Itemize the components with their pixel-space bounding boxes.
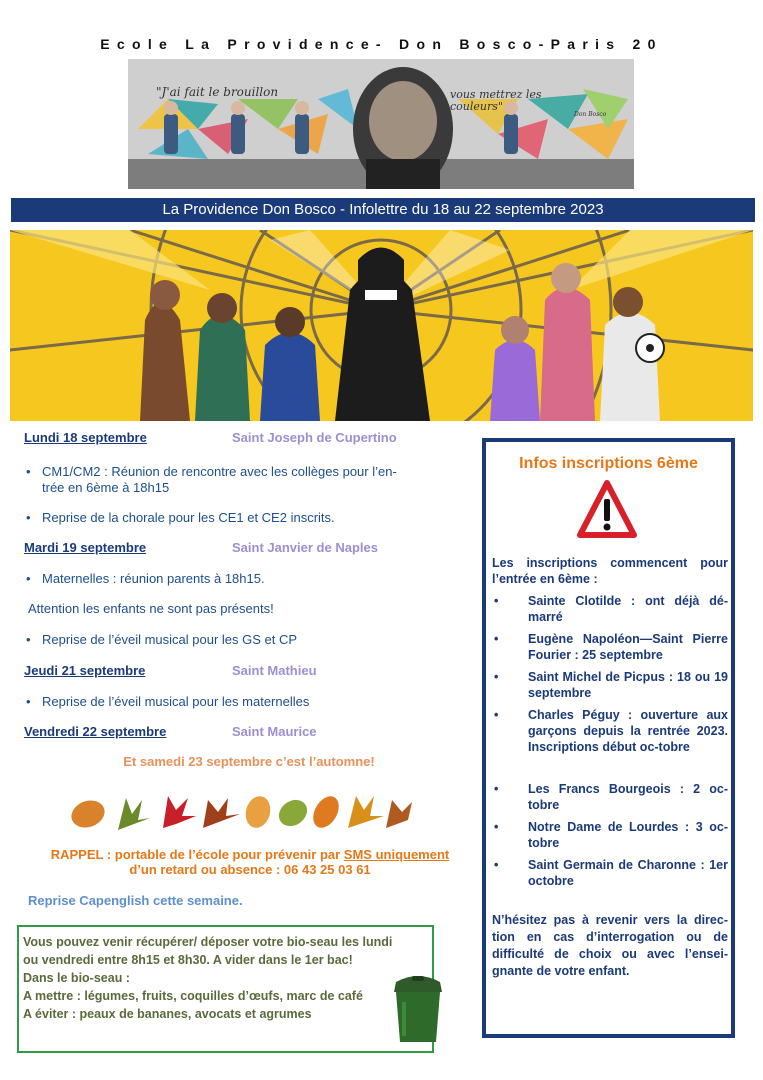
day-title: Jeudi 21 septembre	[24, 663, 146, 678]
day-friday	[24, 724, 464, 742]
sms-emphasis: SMS uniquement	[343, 847, 450, 862]
autumn-note: Et samedi 23 septembre c’est l’automne!	[123, 754, 375, 769]
absence-reminder: RAPPEL : portable de l’école pour prévenir par SMS uniquement d’un retard ou absence : 06 43 25 03 61	[50, 847, 450, 877]
day-thursday	[24, 663, 464, 681]
list-item: • Saint Germain de Charonne : 1er octobre	[494, 858, 728, 888]
list-item: • Reprise de la chorale pour les CE1 et CE2 inscrits.	[26, 510, 335, 525]
school-name: Ecole La Providence- Don Bosco-Paris 20	[100, 36, 663, 52]
panel-intro: Les inscriptions commencent pour l’entrée en 6ème :	[492, 556, 728, 586]
warning-icon	[576, 479, 638, 541]
bioseau-line: A éviter : peaux de bananes, avocats et agrumes	[23, 1007, 312, 1021]
list-item: • Reprise de l’éveil musical pour les GS et CP	[26, 632, 298, 647]
list-item: • Reprise de l’éveil musical pour les maternelles	[26, 694, 310, 709]
day-title: Mardi 19 septembre	[24, 540, 147, 555]
bioseau-line: ou vendredi entre 8h15 et 8h30. A vider dans le 1er bac!	[23, 953, 353, 967]
list-item: • Les Francs Bourgeois : 2 oc-tobre	[494, 782, 728, 812]
day-title: Vendredi 22 septembre	[24, 724, 167, 739]
mural-quote-left: "J'ai fait le brouillon	[156, 85, 279, 99]
list-item: • Saint Michel de Picpus : 18 ou 19 septembre	[494, 670, 728, 700]
panel-title: Infos inscriptions 6ème	[519, 455, 698, 472]
day-monday	[24, 430, 464, 448]
saint-of-day: Saint Mathieu	[232, 663, 317, 678]
list-item: • Maternelles : réunion parents à 18h15.	[26, 571, 265, 586]
compost-bin-icon	[390, 972, 446, 1046]
don-bosco-mural-image	[128, 59, 634, 189]
list-item-continued: trée en 6ème à 18h15	[42, 480, 170, 495]
saint-of-day: Saint Maurice	[232, 724, 317, 739]
day-tuesday	[24, 540, 464, 558]
list-item: • Charles Péguy : ouverture aux garçons depuis la rentrée 2023. Inscriptions début oc-tobre	[494, 708, 728, 754]
mural-quote-right: vous mettrez les couleurs"	[450, 88, 542, 113]
list-item: • Eugène Napoléon—Saint Pierre Fourier : 25 septembre	[494, 632, 728, 662]
mural-signature: Don Bosco	[574, 111, 607, 118]
list-item: • CM1/CM2 : Réunion de rencontre avec les collèges pour l’en-	[26, 464, 397, 479]
autumn-leaves-decoration	[68, 790, 418, 836]
bioseau-box	[17, 925, 434, 1053]
list-item: • Sainte Clotilde : ont déjà dé-marré	[494, 594, 728, 624]
saint-of-day: Saint Joseph de Cupertino	[232, 430, 397, 445]
list-item: • Notre Dame de Lourdes : 3 oc-tobre	[494, 820, 728, 850]
bioseau-line: Dans le bio-seau :	[23, 971, 130, 985]
panel-footer: N’hésitez pas à revenir vers la direc-tion en cas d’interrogation ou de difficulté de choix ou avec l’ensei-gnante de votre enfant.	[492, 913, 728, 978]
stained-glass-illustration	[10, 230, 753, 421]
saint-of-day: Saint Janvier de Naples	[232, 540, 378, 555]
bioseau-line: A mettre : légumes, fruits, coquilles d’œufs, marc de café	[23, 989, 363, 1003]
bioseau-line: Vous pouvez venir récupérer/ déposer votre bio-seau les lundi	[23, 935, 393, 949]
day-title: Lundi 18 septembre	[24, 430, 147, 445]
notice-text: Attention les enfants ne sont pas présents!	[28, 601, 274, 616]
newsletter-banner: La Providence Don Bosco - Infolettre du 18 au 22 septembre 2023	[11, 198, 755, 222]
capenglish-note: Reprise Capenglish cette semaine.	[28, 893, 243, 908]
registration-info-panel	[482, 438, 735, 1038]
